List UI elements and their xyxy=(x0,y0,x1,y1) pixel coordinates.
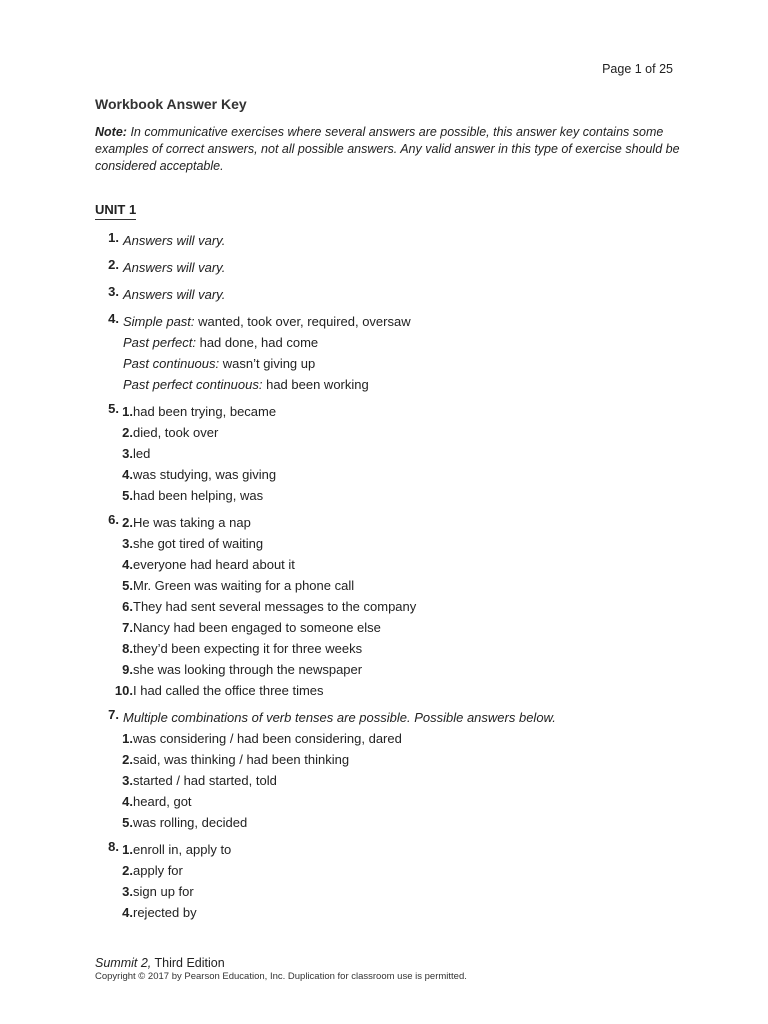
page-footer xyxy=(95,956,467,982)
answer-text: Answers will vary. xyxy=(123,233,226,248)
sub-answer-text: Nancy had been engaged to someone else xyxy=(133,620,381,635)
sub-answer xyxy=(119,617,695,638)
tense-label: Past perfect continuous: xyxy=(123,377,263,392)
sub-answer xyxy=(119,596,695,617)
answer-text: had been working xyxy=(262,377,369,392)
answer-number: 1. xyxy=(108,230,119,245)
sub-answer-number: 1. xyxy=(122,731,133,746)
sub-answer-number: 5. xyxy=(122,815,133,830)
sub-answer-text: led xyxy=(133,446,151,461)
sub-answer-number: 2. xyxy=(122,425,133,440)
sub-answer-number: 4. xyxy=(122,905,133,920)
sub-answer-number: 5. xyxy=(122,578,133,593)
sub-answer-text: died, took over xyxy=(133,425,219,440)
sub-answer-number: 4. xyxy=(122,557,133,572)
sub-answer-text: rejected by xyxy=(133,905,197,920)
answer-list xyxy=(95,230,695,929)
note-text: In communicative exercises where several answers are possible, this answer key contains some examples of correct answers, not all possible answers. Any valid answer in this type of exercise should be considered acceptable. xyxy=(95,125,680,173)
note-label: Note: xyxy=(95,125,127,139)
unit-heading: UNIT 1 xyxy=(95,202,136,220)
answer-item-5 xyxy=(95,401,695,506)
sub-answer-number: 2. xyxy=(122,752,133,767)
sub-answer-text: They had sent several messages to the company xyxy=(133,599,417,614)
sub-answer-number: 7. xyxy=(122,620,133,635)
sub-answer xyxy=(119,839,695,860)
sub-answer-text: sign up for xyxy=(133,884,194,899)
sub-answer-text: enroll in, apply to xyxy=(133,842,232,857)
sub-answer-text: Mr. Green was waiting for a phone call xyxy=(133,578,355,593)
sub-answer-number: 9. xyxy=(122,662,133,677)
answer-text: Answers will vary. xyxy=(123,287,226,302)
sub-answer xyxy=(119,512,695,533)
sub-answer xyxy=(119,401,695,422)
sub-answer-text: was rolling, decided xyxy=(133,815,248,830)
copyright-notice: Copyright © 2017 by Pearson Education, Inc. Duplication for classroom use is permitted. xyxy=(95,971,467,982)
sub-answer xyxy=(119,443,695,464)
answer-item-4 xyxy=(95,311,695,395)
sub-answer xyxy=(119,422,695,443)
answer-line xyxy=(123,311,695,332)
answer-intro: Multiple combinations of verb tenses are possible. Possible answers below. xyxy=(123,710,556,725)
sub-answer-text: was studying, was giving xyxy=(133,467,277,482)
sub-answer xyxy=(119,791,695,812)
sub-answer-number: 3. xyxy=(122,536,133,551)
answer-item-3 xyxy=(95,284,695,305)
sub-answer-text: apply for xyxy=(133,863,183,878)
sub-answer-text: heard, got xyxy=(133,794,192,809)
document-title: Workbook Answer Key xyxy=(95,96,247,112)
sub-answer-number: 4. xyxy=(122,467,133,482)
sub-answer-text: they’d been expecting it for three weeks xyxy=(133,641,363,656)
sub-answer-number: 3. xyxy=(122,446,133,461)
sub-answer-text: she got tired of waiting xyxy=(133,536,264,551)
sub-answer-number: 3. xyxy=(122,773,133,788)
sub-answer xyxy=(114,680,695,701)
sub-answer-text: I had called the office three times xyxy=(133,683,324,698)
sub-answer xyxy=(119,533,695,554)
sub-answer-text: said, was thinking / had been thinking xyxy=(133,752,350,767)
sub-answer-text: everyone had heard about it xyxy=(133,557,295,572)
sub-answer xyxy=(119,902,695,923)
sub-answer xyxy=(119,485,695,506)
answer-text: wanted, took over, required, oversaw xyxy=(194,314,411,329)
sub-answer-text: had been trying, became xyxy=(133,404,277,419)
sub-answer-number: 10. xyxy=(114,683,133,698)
answer-item-6 xyxy=(95,512,695,701)
answer-number: 4. xyxy=(108,311,119,326)
answer-item-2 xyxy=(95,257,695,278)
answer-text: wasn’t giving up xyxy=(219,356,316,371)
answer-number: 5. xyxy=(108,401,119,416)
tense-label: Simple past: xyxy=(123,314,195,329)
footer-book-title xyxy=(95,956,467,970)
page-number: Page 1 of 25 xyxy=(602,62,673,76)
sub-answer-number: 1. xyxy=(122,404,133,419)
sub-answer-number: 2. xyxy=(122,515,133,530)
sub-answer-number: 1. xyxy=(122,842,133,857)
answer-item-1 xyxy=(95,230,695,251)
sub-answer-number: 3. xyxy=(122,884,133,899)
answer-text: had done, had come xyxy=(195,335,319,350)
answer-line xyxy=(123,374,695,395)
sub-answer xyxy=(119,554,695,575)
sub-answer xyxy=(119,749,695,770)
answer-number: 8. xyxy=(108,839,119,854)
sub-answer xyxy=(119,728,695,749)
book-edition: Third Edition xyxy=(151,956,225,970)
answer-number: 2. xyxy=(108,257,119,272)
sub-answer-text: she was looking through the newspaper xyxy=(133,662,363,677)
answer-item-8 xyxy=(95,839,695,923)
sub-answer xyxy=(119,638,695,659)
sub-answer-text: He was taking a nap xyxy=(133,515,251,530)
answer-text: Answers will vary. xyxy=(123,260,226,275)
sub-answer xyxy=(119,659,695,680)
sub-answer-text: started / had started, told xyxy=(133,773,277,788)
sub-answer-text: was considering / had been considering, dared xyxy=(133,731,402,746)
answer-line xyxy=(123,353,695,374)
book-title: Summit 2, xyxy=(95,956,152,970)
sub-answer-text: had been helping, was xyxy=(133,488,264,503)
sub-answer xyxy=(119,770,695,791)
answer-number: 6. xyxy=(108,512,119,527)
answer-line xyxy=(123,332,695,353)
sub-answer-number: 4. xyxy=(122,794,133,809)
answer-item-7 xyxy=(95,707,695,833)
sub-answer xyxy=(119,812,695,833)
sub-answer-number: 2. xyxy=(122,863,133,878)
sub-answer xyxy=(119,860,695,881)
tense-label: Past perfect: xyxy=(123,335,196,350)
sub-answer xyxy=(119,464,695,485)
answer-number: 7. xyxy=(108,707,119,722)
note-paragraph xyxy=(95,124,685,175)
sub-answer-number: 8. xyxy=(122,641,133,656)
sub-answer-number: 6. xyxy=(122,599,133,614)
sub-answer-number: 5. xyxy=(122,488,133,503)
sub-answer xyxy=(119,881,695,902)
tense-label: Past continuous: xyxy=(123,356,220,371)
answer-number: 3. xyxy=(108,284,119,299)
sub-answer xyxy=(119,575,695,596)
